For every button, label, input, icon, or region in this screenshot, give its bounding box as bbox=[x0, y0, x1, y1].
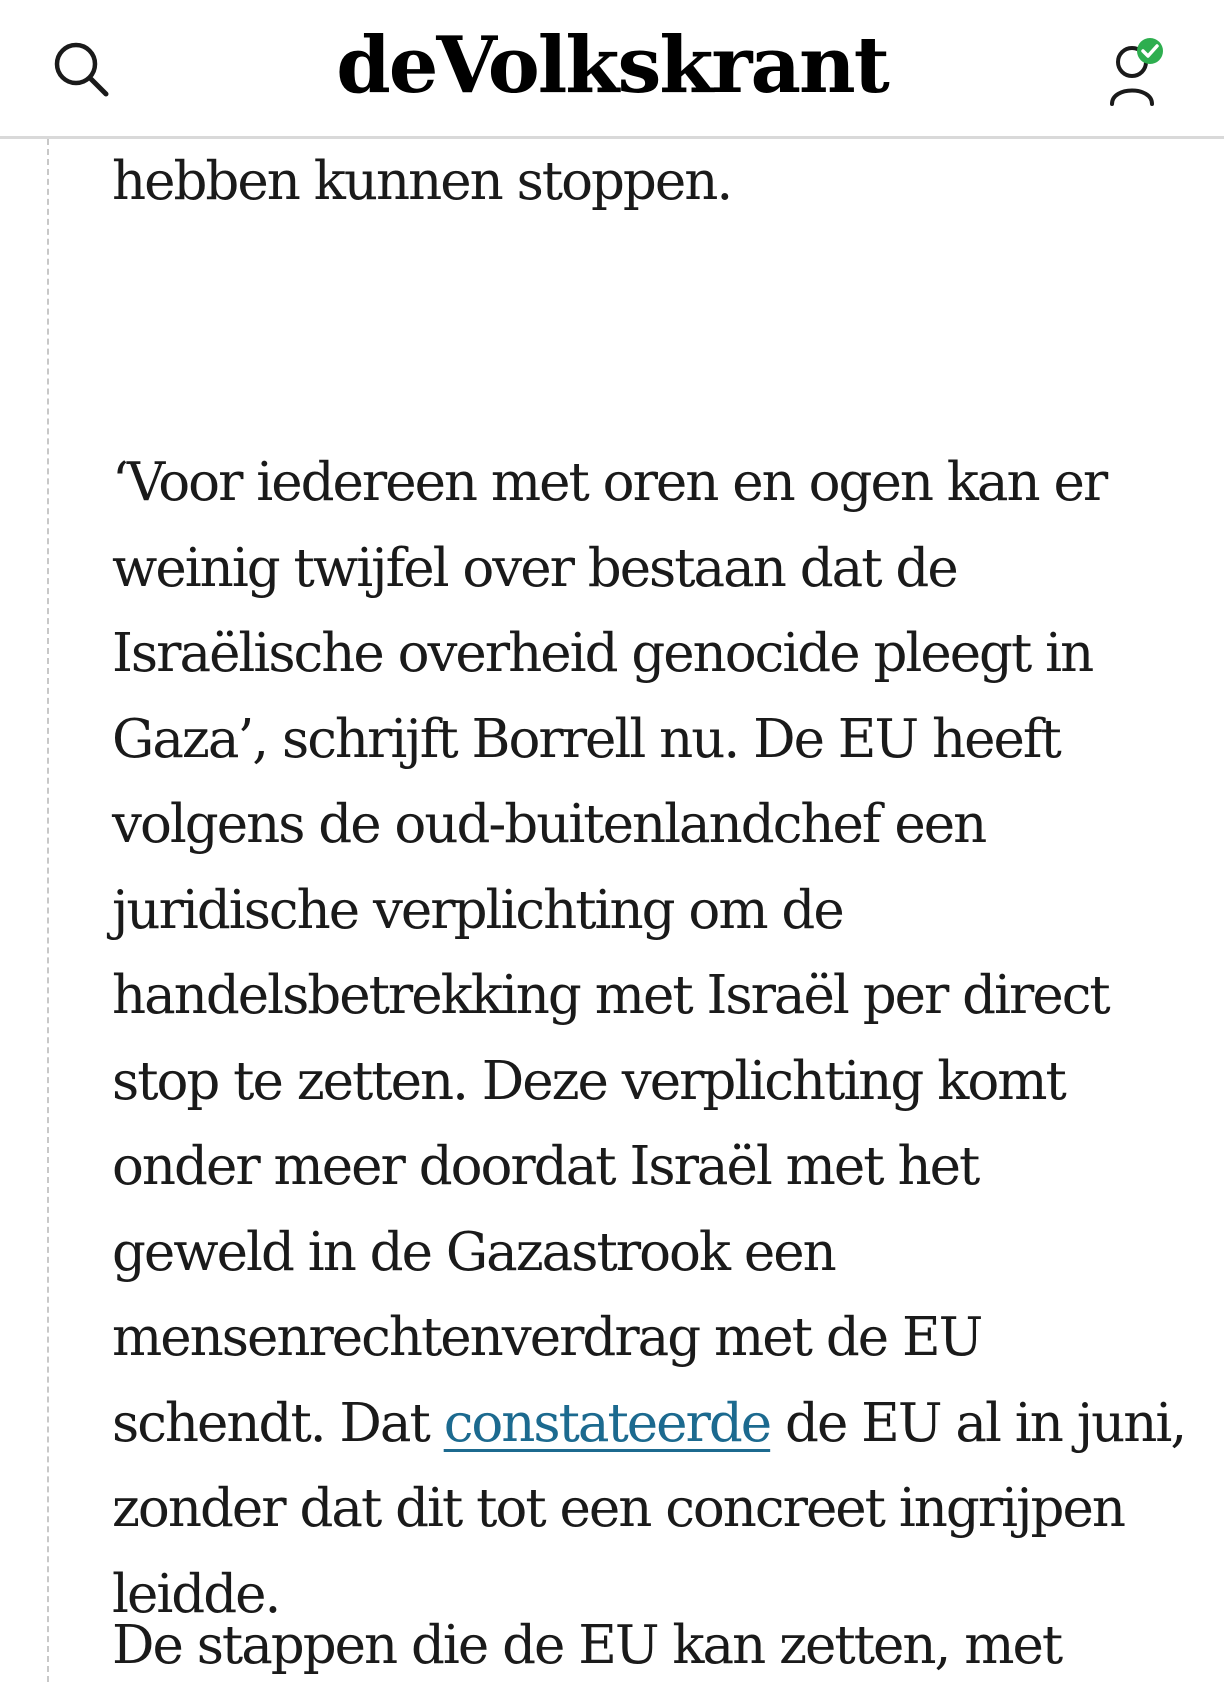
text-line: volgens de oud-buitenlandchef een bbox=[112, 794, 986, 855]
text-line: Israëlische overheid genocide pleegt in bbox=[112, 623, 1093, 684]
text-line: zonder dat dit tot een concreet ingrijpen bbox=[112, 1478, 1124, 1539]
text-line: De stappen die de EU kan zetten, met bbox=[112, 1615, 1062, 1676]
text-line: handelsbetrekking met Israël per direct bbox=[112, 965, 1109, 1026]
link-line-after: de EU al in juni, bbox=[770, 1392, 1186, 1454]
text-line: geweld in de Gazastrook een bbox=[112, 1221, 835, 1283]
text-line: leidde. bbox=[112, 1563, 280, 1625]
text-line: hebben kunnen stoppen. bbox=[112, 151, 732, 212]
constateerde-link[interactable]: constateerde bbox=[443, 1392, 771, 1454]
text-line: juridische verplichting om de bbox=[112, 879, 843, 941]
text-line: ‘Voor iedereen met oren en ogen kan er bbox=[112, 452, 1107, 513]
text-line: mensenrechtenverdrag met de EU bbox=[112, 1307, 982, 1368]
text-line: Gaza’, schrijft Borrell nu. De EU heeft bbox=[112, 708, 1060, 770]
article-margin-rule bbox=[47, 139, 49, 1682]
article-paragraph bbox=[112, 1603, 1061, 1682]
user-account-icon bbox=[1104, 36, 1184, 116]
search-button[interactable] bbox=[52, 40, 116, 104]
top-bar bbox=[0, 0, 1224, 139]
text-line-with-link bbox=[112, 1381, 1185, 1467]
text-line: onder meer doordat Israël met het bbox=[112, 1136, 979, 1197]
article-paragraph bbox=[112, 139, 731, 225]
check-badge-icon bbox=[1137, 38, 1163, 64]
text-line: weinig twijfel over bestaan dat de bbox=[112, 537, 957, 599]
article-paragraph bbox=[112, 440, 1185, 1637]
site-logo[interactable]: deVolkskrant bbox=[336, 20, 888, 111]
text-line: stop te zetten. Deze verplichting komt bbox=[112, 1050, 1065, 1112]
account-button[interactable] bbox=[1104, 36, 1184, 116]
search-icon bbox=[52, 40, 116, 104]
link-line-before: schendt. Dat bbox=[112, 1392, 444, 1454]
